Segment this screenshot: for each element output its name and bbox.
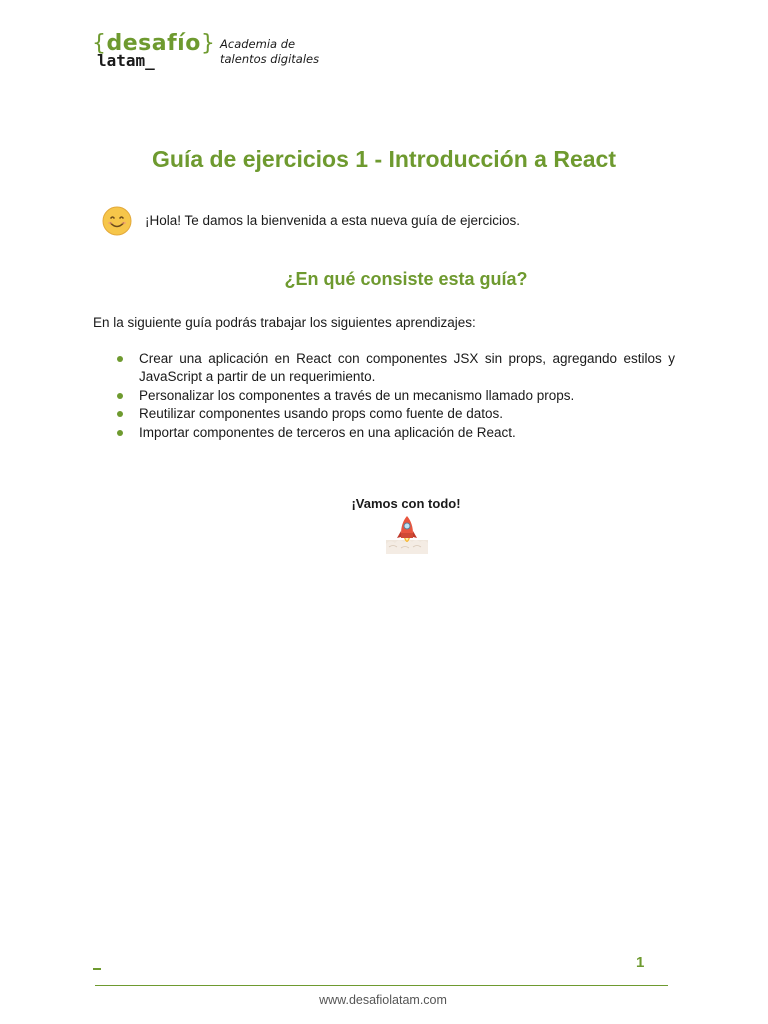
list-item [93, 350, 675, 387]
welcome-row [102, 205, 520, 237]
smiley-icon [102, 206, 132, 236]
list-item-text: Reutilizar componentes usando props como fuente de datos. [139, 406, 503, 422]
page-number: 1 [636, 954, 645, 971]
welcome-text: ¡Hola! Te damos la bienvenida a esta nueva guía de ejercicios. [145, 213, 520, 228]
closing-text: ¡Vamos con todo! [351, 496, 461, 511]
logo-brace-close: } [200, 31, 216, 56]
brand-logo [92, 32, 332, 76]
list-item-text: Importar componentes de terceros en una aplicación de React. [139, 424, 516, 440]
intro-text: En la siguiente guía podrás trabajar los siguientes aprendizajes: [93, 315, 476, 330]
rocket-icon [385, 514, 429, 556]
section-heading: ¿En qué consiste esta guía? [284, 269, 528, 289]
logo-sub: latam_ [97, 51, 155, 70]
footer-mark [93, 968, 101, 970]
logo-brand-name: desafío [106, 31, 201, 56]
logo-brace-open: { [92, 31, 107, 56]
tagline-line-2: talentos digitales [220, 52, 320, 66]
bullet-dot-icon [117, 393, 123, 399]
list-item-text: Personalizar los componentes a través de un mecanismo llamado props. [139, 387, 575, 403]
learning-list [93, 350, 675, 442]
bullet-dot-icon [117, 356, 123, 362]
bullet-dot-icon [117, 430, 123, 436]
list-item-text: Crear una aplicación en React con componentes JSX sin props, agregando estilos y JavaScript a partir de un requerimiento. [139, 351, 675, 385]
list-item [93, 424, 675, 442]
tagline-line-1: Academia de [220, 37, 296, 51]
list-item [93, 387, 675, 405]
footer-divider [95, 985, 668, 986]
logo-tagline [220, 37, 340, 67]
bullet-dot-icon [117, 411, 123, 417]
footer-url: www.desafiolatam.com [319, 993, 447, 1007]
document-title: Guía de ejercicios 1 - Introducción a React [152, 146, 616, 172]
list-item [93, 405, 675, 423]
